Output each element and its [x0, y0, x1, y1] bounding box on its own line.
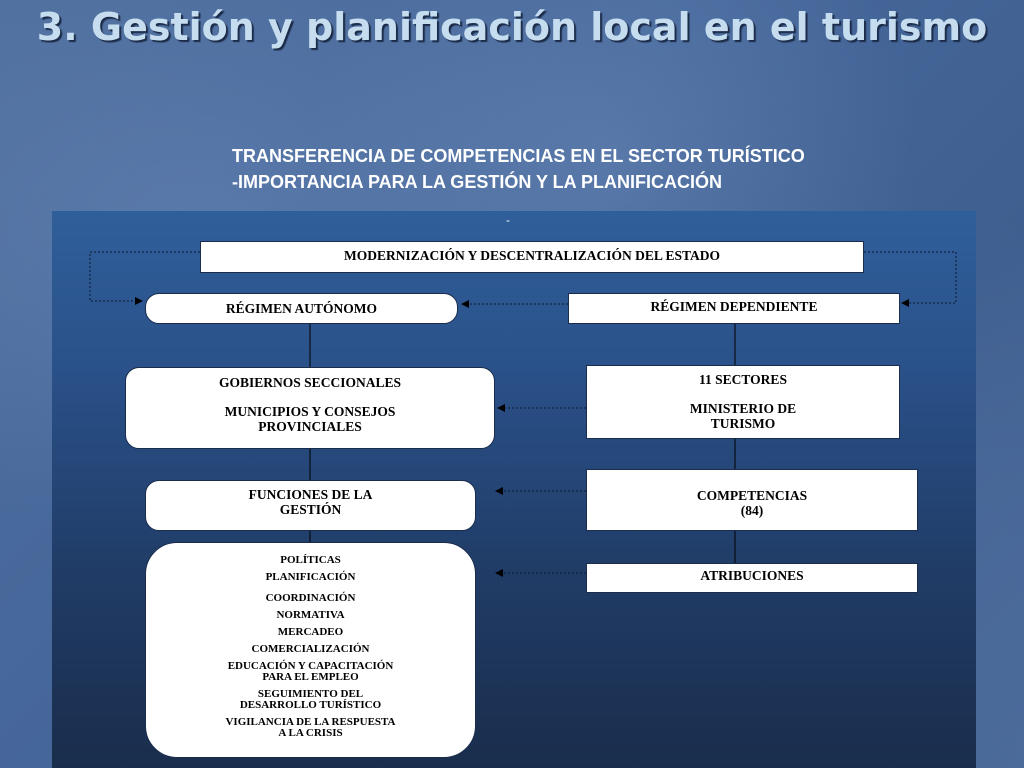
politicas-item-10: DESARROLLO TURÍSTICO	[239, 699, 382, 711]
competencias-line-1: COMPETENCIAS	[696, 488, 808, 503]
gobiernos-line-1: GOBIERNOS SECCIONALES	[219, 375, 401, 390]
stray-dash: -	[506, 213, 510, 227]
politicas-item-7: EDUCACIÓN Y CAPACITACIÓN	[227, 660, 394, 672]
box-competencias	[586, 469, 918, 531]
politicas-item-4: NORMATIVA	[276, 609, 345, 621]
box-gobiernos-seccionales	[125, 367, 495, 449]
funciones-line-1: FUNCIONES DE LA	[248, 487, 373, 502]
gobiernos-line-3: PROVINCIALES	[258, 419, 362, 434]
politicas-item-2: PLANIFICACIÓN	[265, 571, 356, 583]
box-atribuciones	[586, 563, 918, 593]
diagram-panel	[52, 211, 976, 768]
competencias-line-2: (84)	[740, 503, 764, 518]
slide-title: 3. Gestión y planificación local en el turismo	[36, 5, 988, 49]
box-politicas-list	[145, 542, 476, 758]
funciones-line-2: GESTIÓN	[279, 502, 342, 517]
ministerio-line-1: 11 SECTORES	[699, 372, 787, 387]
box-regimen-autonomo	[145, 293, 458, 324]
box-modernizacion	[200, 241, 864, 273]
box-regimen-dependiente-label: RÉGIMEN DEPENDIENTE	[650, 299, 818, 314]
box-regimen-autonomo-label: RÉGIMEN AUTÓNOMO	[225, 301, 378, 316]
politicas-item-9: SEGUIMIENTO DEL	[257, 688, 364, 700]
politicas-item-11: VIGILANCIA DE LA RESPUESTA	[225, 716, 396, 728]
politicas-item-6: COMERCIALIZACIÓN	[251, 643, 370, 655]
box-ministerio-turismo	[586, 365, 900, 439]
box-funciones-gestion	[145, 480, 476, 531]
politicas-item-5: MERCADEO	[277, 626, 344, 638]
subtitle-line-1: TRANSFERENCIA DE COMPETENCIAS EN EL SECTOR TURÍSTICO	[232, 146, 805, 166]
subtitle-line-2: -IMPORTANCIA PARA LA GESTIÓN Y LA PLANIFICACIÓN	[232, 172, 722, 192]
slide-subtitle	[232, 143, 805, 195]
box-regimen-dependiente	[568, 293, 900, 324]
gobiernos-line-2: MUNICIPIOS Y CONSEJOS	[224, 404, 396, 419]
ministerio-line-3: TURISMO	[710, 416, 776, 431]
politicas-item-12: A LA CRISIS	[278, 727, 343, 739]
ministerio-line-2: MINISTERIO DE	[689, 401, 797, 416]
box-modernizacion-label: MODERNIZACIÓN Y DESCENTRALIZACIÓN DEL ESTADO	[343, 248, 721, 263]
politicas-item-1: POLÍTICAS	[280, 554, 341, 566]
politicas-item-8: PARA EL EMPLEO	[262, 671, 359, 683]
atribuciones-label: ATRIBUCIONES	[700, 568, 804, 583]
politicas-item-3: COORDINACIÓN	[265, 592, 356, 604]
